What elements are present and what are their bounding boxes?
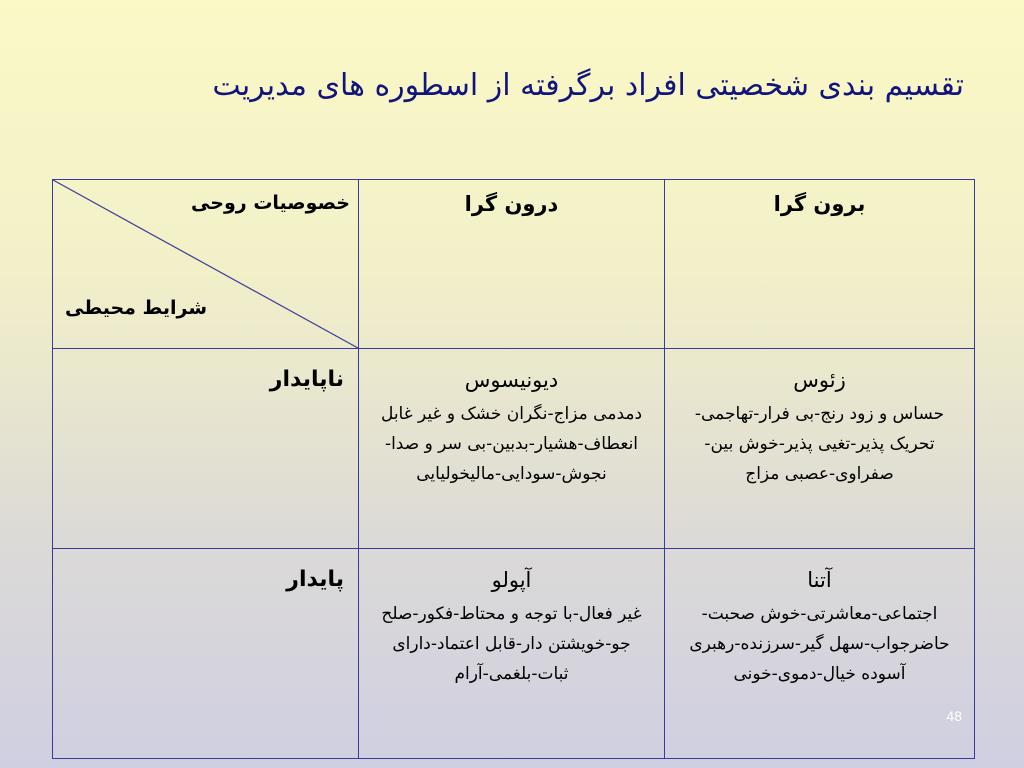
table-row-stable xyxy=(53,549,975,759)
slide-title: تقسیم بندی شخصیتی افراد برگرفته از اسطوره های مدیریت xyxy=(212,68,964,103)
personality-table-container xyxy=(52,179,974,758)
myth-description-athena: اجتماعی-معاشرتی-خوش صحبت-حاضرجواب-سهل گیر-سرزنده-رهبری آسوده خیال-دموی-خونی xyxy=(689,604,950,684)
header-introvert: درون گرا xyxy=(359,180,665,349)
table-row-unstable xyxy=(53,349,975,549)
cell-stable-extrovert xyxy=(665,549,975,759)
table-header-row xyxy=(53,180,975,349)
myth-name-athena: آتنا xyxy=(807,568,832,592)
cell-stable-introvert xyxy=(359,549,665,759)
myth-description-dionysus: دمدمی مزاج-نگران خشک و غیر غابل انعطاف-هشیار-بدبین-بی سر و صدا-نجوش-سودایی-مالیخولیایی xyxy=(380,404,643,484)
myth-description-zeus: حساس و زود رنج-بی فرار-تهاجمی-تحریک پذیر-تغیی پذیر-خوش بین-صفراوی-عصبی مزاج xyxy=(694,404,945,484)
row-label-unstable: ناپایدار xyxy=(53,349,359,549)
cell-unstable-extrovert xyxy=(665,349,975,549)
header-extrovert: برون گرا xyxy=(665,180,975,349)
myth-name-apollo: آپولو xyxy=(491,568,532,592)
corner-header-cell xyxy=(53,180,359,349)
myth-description-apollo: غیر فعال-با توجه و محتاط-فکور-صلح جو-خویشتن دار-قابل اعتماد-دارای ثبات-بلغمی-آرام xyxy=(381,604,642,684)
myth-name-zeus: زئوس xyxy=(793,368,846,392)
row-label-stable: پایدار xyxy=(53,549,359,759)
corner-label-conditions: شرایط محیطی xyxy=(65,297,208,319)
corner-label-traits: خصوصیات روحی xyxy=(191,192,350,214)
page-number: 48 xyxy=(946,708,962,724)
personality-table xyxy=(52,179,975,759)
myth-name-dionysus: دیونیسوس xyxy=(464,368,559,392)
cell-unstable-introvert xyxy=(359,349,665,549)
